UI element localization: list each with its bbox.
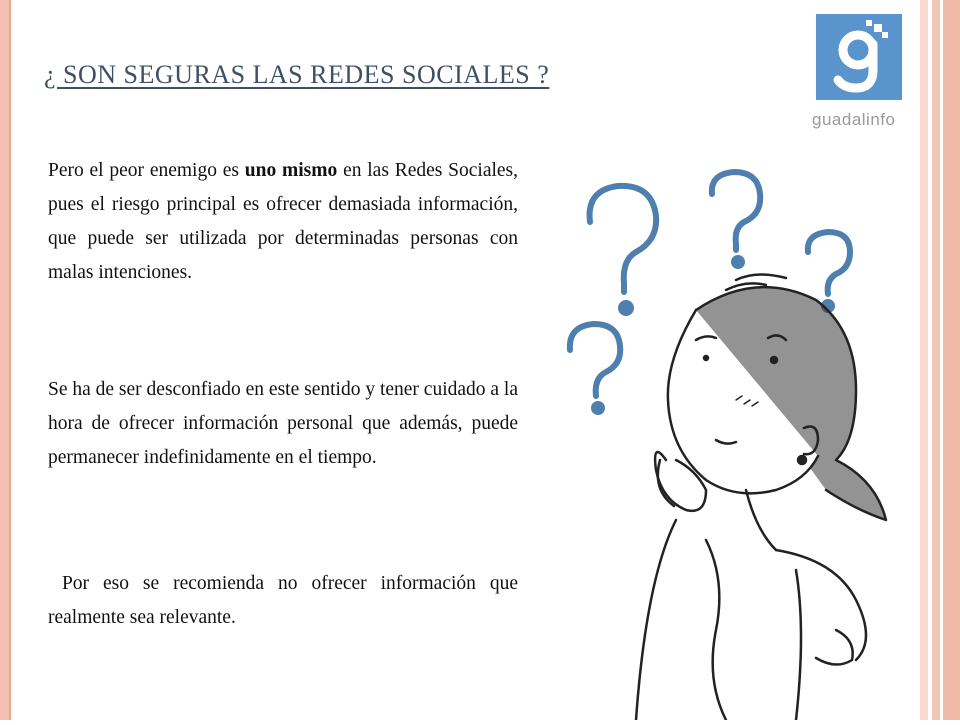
question-mark-icon [590,186,657,292]
slide-title: ¿ SON SEGURAS LAS REDES SOCIALES ? [44,60,550,89]
paragraph-recommendation: Por eso se recomienda no ofrecer información que realmente sea relevante. [48,573,518,628]
right-decorative-stripes [920,0,960,720]
guadalinfo-logo [806,12,918,140]
left-border [0,0,9,720]
paragraph-caution: Se ha de ser desconfiado en este sentido y tener cuidado a la hora de ofrecer información personal que además, puede permanecer indefinidamente en el tiempo. [48,379,518,468]
question-mark-icon [712,172,760,250]
question-mark-icon [808,232,850,294]
question-mark-icon [570,324,620,396]
logo-wordmark: guadalinfo [812,110,896,129]
emphasis-text: uno mismo [244,160,338,181]
thinking-woman-illustration [556,160,916,720]
logo-icon [816,14,902,100]
paragraph-risk: Pero el peor enemigo es uno mismo en las Redes Sociales, pues el riesgo principal es ofrecer demasiada información, que puede ser utilizada por determinadas personas con malas intenciones. [48,160,519,283]
